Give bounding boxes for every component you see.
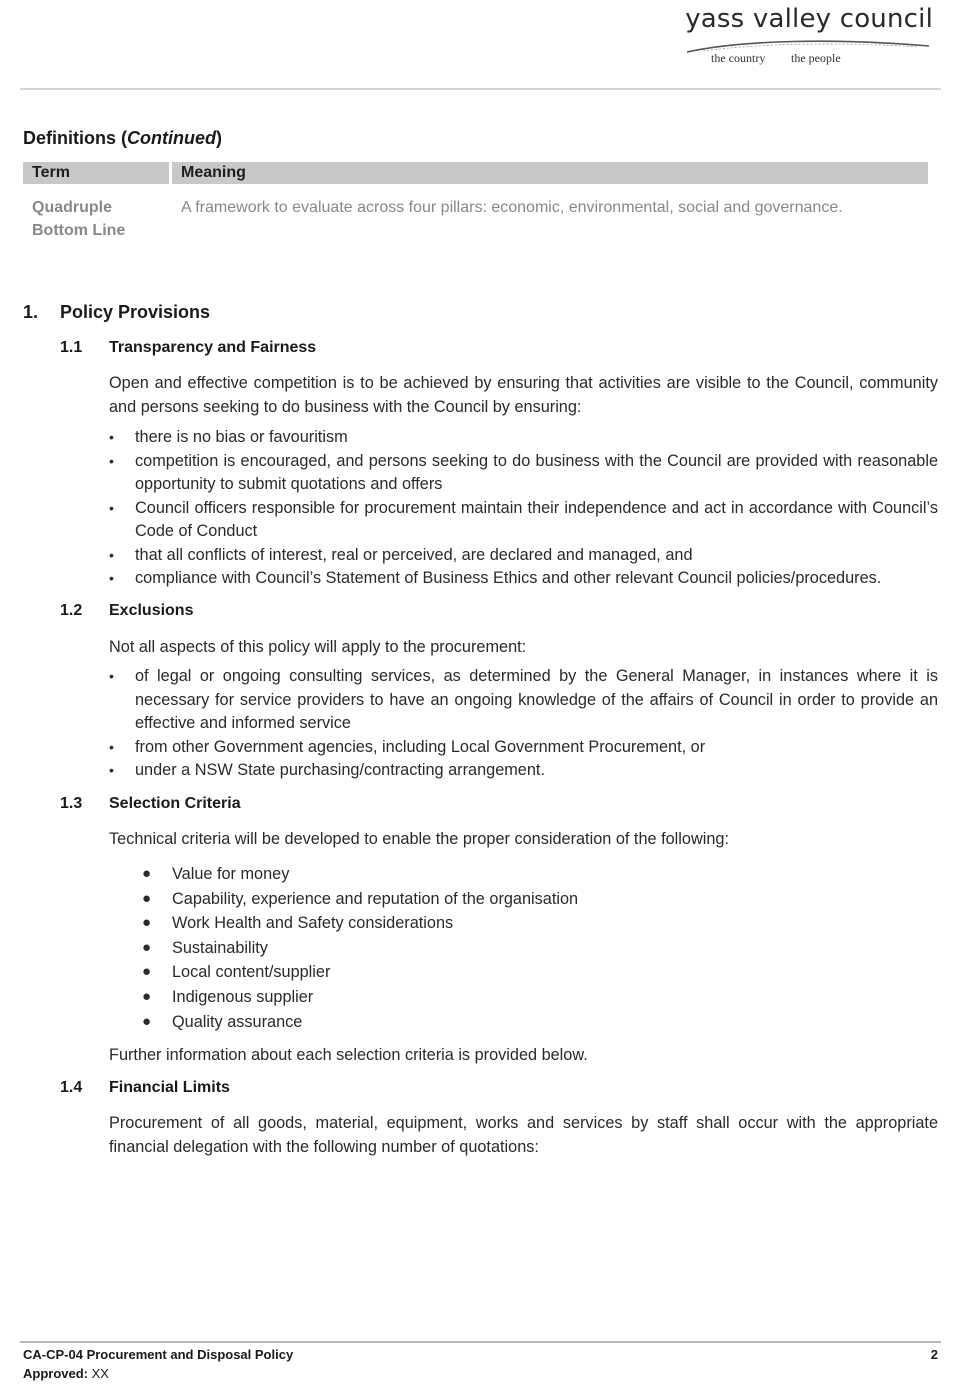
list-item (109, 759, 938, 783)
bullet-icon: ● (142, 987, 152, 1005)
section-title: Policy Provisions (60, 302, 211, 322)
subsection-heading-1-4 (60, 1079, 230, 1097)
section-number: 1. (23, 302, 39, 322)
bullet-icon: ● (142, 914, 152, 932)
definitions-heading-close: ) (215, 128, 222, 148)
definitions-heading (23, 128, 222, 149)
list-item-text: Work Health and Safety considerations (172, 914, 454, 933)
council-logo (683, 4, 933, 66)
subsection-heading-1-1 (60, 339, 316, 357)
bullet-icon: • (109, 762, 114, 778)
list-item-text: that all conflicts of interest, real or perceived, are declared and managed, and (135, 545, 693, 564)
list-item-text: competition is encouraged, and persons seeking to do business with the Council are provided with reasonable opportunity to submit quotations and offers (135, 451, 938, 493)
bullet-list-exclusions (109, 665, 938, 783)
list-item (109, 544, 938, 568)
list-item (140, 887, 578, 912)
list-item (109, 497, 938, 544)
bullet-icon: • (109, 738, 114, 755)
list-item-text: of legal or ongoing consulting services, as determined by the General Manager, in instances where it is necessary for service providers to have an ongoing knowledge of the affairs of Council in order to provide an effective and informed service (135, 667, 938, 732)
bullet-icon: ● (142, 865, 152, 882)
list-item (109, 736, 938, 760)
list-item-text: there is no bias or favouritism (135, 428, 348, 446)
footer-divider (20, 1341, 941, 1343)
footer-page-number: 2 (930, 1347, 938, 1362)
definition-term-line: Bottom Line (32, 222, 126, 239)
column-header-meaning: Meaning (172, 162, 928, 184)
definition-term (23, 196, 172, 242)
subsection-title: Selection Criteria (109, 795, 241, 812)
subsection-title: Exclusions (109, 602, 194, 619)
approved-label: Approved: (23, 1366, 88, 1381)
list-item-text: Quality assurance (172, 1012, 303, 1031)
list-item (109, 450, 938, 497)
paragraph: Not all aspects of this policy will apply to the procurement: (109, 638, 527, 656)
subsection-heading-1-3 (60, 795, 241, 813)
approved-value: XX (88, 1366, 109, 1381)
list-item (140, 1010, 578, 1035)
bullet-icon: ● (142, 963, 152, 981)
list-item (140, 960, 578, 985)
bullet-icon: ● (142, 889, 152, 907)
paragraph: Procurement of all goods, material, equipment, works and services by staff shall occur with the appropriate financial delegation with the following number of quotations: (109, 1114, 938, 1156)
list-item-text: Indigenous supplier (172, 987, 314, 1006)
list-item-text: under a NSW State purchasing/contracting arrangement. (135, 761, 545, 779)
paragraph: Further information about each selection criteria is provided below. (109, 1046, 588, 1064)
list-item (140, 936, 578, 961)
bullet-icon: • (109, 546, 114, 563)
paragraph: Open and effective competition is to be achieved by ensuring that activities are visible to the Council, community and persons seeking to do business with the Council by ensuring: (109, 374, 938, 416)
footer-approved (23, 1366, 109, 1381)
subsection-number: 1.2 (60, 602, 83, 619)
definition-meaning: A framework to evaluate across four pillars: economic, environmental, social and governance. (181, 199, 843, 216)
table-row (23, 196, 928, 242)
criteria-list (140, 862, 578, 1034)
bullet-icon: • (109, 570, 114, 586)
subsection-number: 1.4 (60, 1079, 83, 1096)
list-item-text: Council officers responsible for procurement maintain their independence and act in accordance with Council’s Code of Conduct (135, 498, 938, 540)
bullet-icon: ● (142, 1012, 152, 1030)
subsection-title: Transparency and Fairness (109, 339, 317, 356)
header-divider (20, 88, 941, 90)
definitions-table-header (23, 162, 928, 184)
definitions-heading-continued: Continued (127, 128, 216, 148)
list-item-text: Capability, experience and reputation of the organisation (172, 889, 579, 908)
list-item (140, 985, 578, 1010)
definitions-table (23, 162, 928, 242)
list-item-text: compliance with Council’s Statement of Business Ethics and other relevant Council policies/procedures. (135, 569, 882, 587)
logo-tagline-people: the people (791, 51, 841, 65)
bullet-icon: • (109, 452, 114, 469)
logo-name: yass valley council (685, 4, 933, 34)
bullet-icon: • (109, 429, 114, 445)
bullet-icon: • (109, 668, 114, 684)
column-header-term: Term (23, 162, 169, 184)
subsection-heading-1-2 (60, 602, 193, 620)
definition-term-line: Quadruple (32, 199, 113, 216)
list-item-text: Value for money (172, 865, 290, 883)
bullet-icon: • (109, 499, 114, 516)
list-item-text: Local content/supplier (172, 963, 331, 982)
list-item (109, 567, 938, 591)
bullet-icon: ● (142, 938, 152, 956)
subsection-number: 1.3 (60, 795, 83, 812)
definitions-heading-text: Definitions ( (23, 128, 127, 148)
list-item (140, 911, 578, 936)
list-item-text: Sustainability (172, 938, 268, 957)
list-item (140, 862, 578, 887)
subsection-number: 1.1 (60, 339, 83, 356)
paragraph: Technical criteria will be developed to enable the proper consideration of the following: (109, 830, 729, 848)
list-item-text: from other Government agencies, including Local Government Procurement, or (135, 737, 706, 756)
list-item (109, 426, 938, 450)
bullet-list-transparency (109, 426, 938, 591)
section-heading (23, 302, 210, 323)
footer-document-title: CA-CP-04 Procurement and Disposal Policy (23, 1347, 294, 1362)
subsection-title: Financial Limits (109, 1079, 230, 1096)
logo-tagline-country: the country (711, 51, 766, 65)
list-item (109, 665, 938, 736)
